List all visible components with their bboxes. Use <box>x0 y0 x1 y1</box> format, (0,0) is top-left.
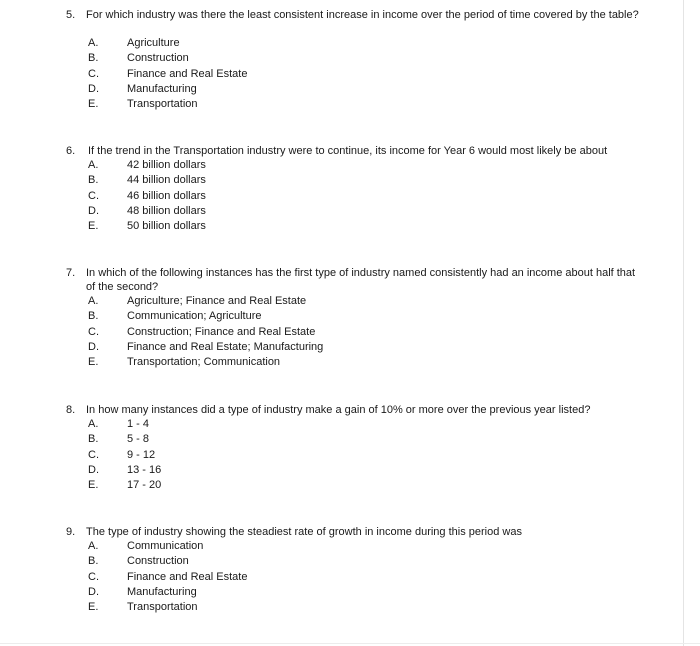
answer-choice[interactable] <box>0 570 700 585</box>
choice-letter: E. <box>88 98 99 111</box>
choice-letter: B. <box>88 555 99 568</box>
choice-text: 44 billion dollars <box>127 174 206 187</box>
choice-text: 13 - 16 <box>127 463 162 476</box>
question-7 <box>0 266 700 370</box>
choice-letter: A. <box>88 418 99 430</box>
answer-choice[interactable] <box>0 36 700 51</box>
question-number: 5. <box>66 9 76 21</box>
question-5 <box>0 8 700 112</box>
answer-choice[interactable] <box>0 600 700 615</box>
choice-text: Transportation; Communication <box>127 356 281 369</box>
answer-choice[interactable] <box>0 325 700 340</box>
question-6 <box>0 144 700 234</box>
question-number: 7. <box>66 267 76 279</box>
choice-letter: D. <box>88 340 99 353</box>
choice-text: 1 - 4 <box>127 418 150 430</box>
answer-choices <box>0 417 700 493</box>
answer-choice[interactable] <box>0 463 700 478</box>
answer-choice[interactable] <box>0 355 700 370</box>
answer-choice[interactable] <box>0 189 700 204</box>
answer-choice[interactable] <box>0 478 700 493</box>
choice-letter: C. <box>88 325 99 338</box>
question-number: 9. <box>66 526 76 538</box>
answer-choice[interactable] <box>0 432 700 447</box>
answer-choice[interactable] <box>0 51 700 66</box>
choice-letter: A. <box>88 540 99 552</box>
choice-letter: B. <box>88 52 99 65</box>
choice-text: Communication <box>127 540 204 552</box>
answer-choice[interactable] <box>0 219 700 234</box>
choice-text: Construction <box>127 555 189 568</box>
choice-text: 48 billion dollars <box>127 204 206 217</box>
choice-text: Finance and Real Estate <box>127 570 248 583</box>
answer-choice[interactable] <box>0 82 700 97</box>
answer-choice[interactable] <box>0 554 700 569</box>
question-number: 6. <box>66 145 76 157</box>
choice-letter: A. <box>88 295 99 307</box>
page-bottom-divider <box>0 643 700 644</box>
question-8 <box>0 403 700 493</box>
answer-choice[interactable] <box>0 204 700 219</box>
choice-letter: B. <box>88 433 99 446</box>
choice-letter: D. <box>88 82 99 95</box>
choice-text: Construction; Finance and Real Estate <box>127 325 316 338</box>
answer-choices <box>0 539 700 615</box>
choice-text: 50 billion dollars <box>127 220 206 233</box>
question-text: In which of the following instances has the first type of industry named consistently had an income about half that of the second? <box>86 267 636 293</box>
choice-text: Agriculture <box>127 37 180 49</box>
question-text: For which industry was there the least consistent increase in income over the period of time covered by the table? <box>86 9 639 21</box>
choice-text: Communication; Agriculture <box>127 310 262 323</box>
answer-choice[interactable] <box>0 448 700 463</box>
choice-text: Construction <box>127 52 189 65</box>
answer-choices <box>0 294 700 370</box>
choice-letter: D. <box>88 204 99 217</box>
choice-text: Finance and Real Estate; Manufacturing <box>127 340 324 353</box>
choice-text: Finance and Real Estate <box>127 67 248 80</box>
answer-choices <box>0 36 700 112</box>
choice-text: Agriculture; Finance and Real Estate <box>127 295 307 307</box>
answer-choice[interactable] <box>0 158 700 173</box>
choice-text: Transportation <box>127 601 198 614</box>
choice-letter: D. <box>88 463 99 476</box>
answer-choice[interactable] <box>0 417 700 432</box>
choice-letter: E. <box>88 479 99 492</box>
choice-letter: C. <box>88 448 99 461</box>
choice-letter: C. <box>88 67 99 80</box>
choice-letter: B. <box>88 174 99 187</box>
answer-choices <box>0 158 700 234</box>
question-number: 8. <box>66 404 76 416</box>
answer-choice[interactable] <box>0 585 700 600</box>
question-text: If the trend in the Transportation industry were to continue, its income for Year 6 would most likely be about <box>88 145 608 157</box>
question-text: The type of industry showing the steadiest rate of growth in income during this period was <box>86 526 522 538</box>
answer-choice[interactable] <box>0 294 700 309</box>
choice-letter: E. <box>88 601 99 614</box>
choice-letter: A. <box>88 159 99 171</box>
page-edge-divider <box>683 0 684 646</box>
choice-letter: C. <box>88 189 99 202</box>
answer-choice[interactable] <box>0 67 700 82</box>
choice-letter: E. <box>88 220 99 233</box>
choice-text: 9 - 12 <box>127 448 156 461</box>
question-9 <box>0 525 700 615</box>
choice-text: 42 billion dollars <box>127 159 206 171</box>
choice-text: 17 - 20 <box>127 479 162 492</box>
choice-text: 46 billion dollars <box>127 189 206 202</box>
answer-choice[interactable] <box>0 539 700 554</box>
choice-text: 5 - 8 <box>127 433 150 446</box>
choice-text: Transportation <box>127 98 198 111</box>
answer-choice[interactable] <box>0 173 700 188</box>
choice-letter: D. <box>88 585 99 598</box>
choice-text: Manufacturing <box>127 82 197 95</box>
answer-choice[interactable] <box>0 309 700 324</box>
choice-letter: E. <box>88 356 99 369</box>
choice-letter: B. <box>88 310 99 323</box>
choice-letter: A. <box>88 37 99 49</box>
question-text: In how many instances did a type of industry make a gain of 10% or more over the previous year listed? <box>86 404 591 416</box>
answer-choice[interactable] <box>0 97 700 112</box>
answer-choice[interactable] <box>0 340 700 355</box>
choice-text: Manufacturing <box>127 585 197 598</box>
choice-letter: C. <box>88 570 99 583</box>
